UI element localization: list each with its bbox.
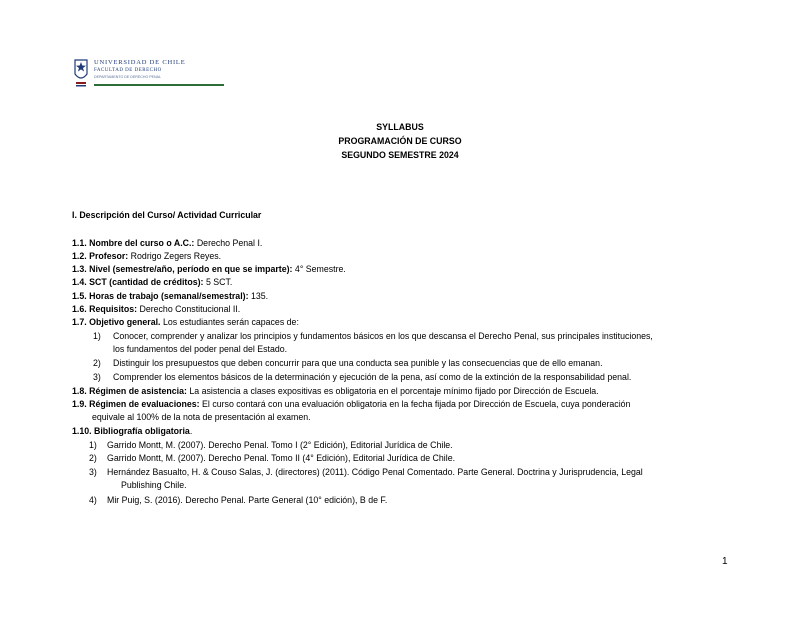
objective-number: 3) xyxy=(93,372,101,382)
bibliography-item: Hernández Basualto, H. & Couso Salas, J. (directores) (2011). Código Penal Comentado. Parte General. Doctrina y Jurisprudencia, Legal xyxy=(107,467,643,477)
page-number: 1 xyxy=(722,556,728,567)
header-syllabus: SYLLABUS xyxy=(376,122,424,132)
bibliography-item: Mir Puig, S. (2016). Derecho Penal. Parte General (10° edición), B de F. xyxy=(107,495,388,505)
bibliography-number: 1) xyxy=(89,440,97,450)
bibliography-number: 2) xyxy=(89,453,97,463)
header-programacion: PROGRAMACIÓN DE CURSO xyxy=(338,136,462,146)
field-attendance: 1.8. Régimen de asistencia: La asistencia a clases expositivas es obligatoria en el porcentaje mínimo fijado por Dirección de Escuela. xyxy=(72,386,599,396)
objective-text: Comprender los elementos básicos de la determinación y ejecución de la pena, así como de la extinción de la responsabilidad penal. xyxy=(113,372,632,382)
department-name: DEPARTAMENTO DE DERECHO PENAL xyxy=(94,75,162,79)
objective-text: Conocer, comprender y analizar los principios y fundamentos básicos en los que descansa el Derecho Penal, sus principales instituciones, xyxy=(113,331,653,341)
bibliography-item: Garrido Montt, M. (2007). Derecho Penal. Tomo I (2° Edición), Editorial Jurídica de Chile. xyxy=(107,440,453,450)
objective-number: 2) xyxy=(93,358,101,368)
header-semestre: SEGUNDO SEMESTRE 2024 xyxy=(341,150,459,160)
field-objective: 1.7. Objetivo general. Los estudiantes serán capaces de: xyxy=(72,317,299,327)
field-requirements: 1.6. Requisitos: Derecho Constitucional II. xyxy=(72,304,241,314)
field-professor: 1.2. Profesor: Rodrigo Zegers Reyes. xyxy=(72,251,222,261)
university-crest-icon xyxy=(72,56,90,88)
field-level: 1.3. Nivel (semestre/año, período en que se imparte): 4° Semestre. xyxy=(72,264,346,274)
bibliography-title: 1.10. Bibliografía obligatoria. xyxy=(72,426,193,436)
field-course-name: 1.1. Nombre del curso o A.C.: Derecho Penal I. xyxy=(72,238,263,248)
bibliography-item-continued: Publishing Chile. xyxy=(121,480,187,490)
university-name: UNIVERSIDAD DE CHILE xyxy=(94,59,186,66)
field-evaluation-continued: equivale al 100% de la nota de presentación al examen. xyxy=(92,412,311,422)
field-evaluation: 1.9. Régimen de evaluaciones: El curso contará con una evaluación obligatoria en la fecha fijada por Dirección de Escuela, cuya ponderación xyxy=(72,399,631,409)
bibliography-number: 3) xyxy=(89,467,97,477)
field-hours: 1.5. Horas de trabajo (semanal/semestral): 135. xyxy=(72,291,269,301)
section-title: I. Descripción del Curso/ Actividad Curricular xyxy=(72,210,262,220)
logo-underline xyxy=(94,84,224,86)
objective-number: 1) xyxy=(93,331,101,341)
objective-text-continued: los fundamentos del poder penal del Estado. xyxy=(113,344,288,354)
objective-text: Distinguir los presupuestos que deben concurrir para que una conducta sea punible y las consecuencias que de ello emanan. xyxy=(113,358,603,368)
bibliography-item: Garrido Montt, M. (2007). Derecho Penal. Tomo II (4° Edición), Editorial Jurídica de Chile. xyxy=(107,453,456,463)
university-logo xyxy=(72,56,186,90)
bibliography-number: 4) xyxy=(89,495,97,505)
field-credits: 1.4. SCT (cantidad de créditos): 5 SCT. xyxy=(72,277,233,287)
faculty-name: FACULTAD DE DERECHO xyxy=(94,68,162,73)
